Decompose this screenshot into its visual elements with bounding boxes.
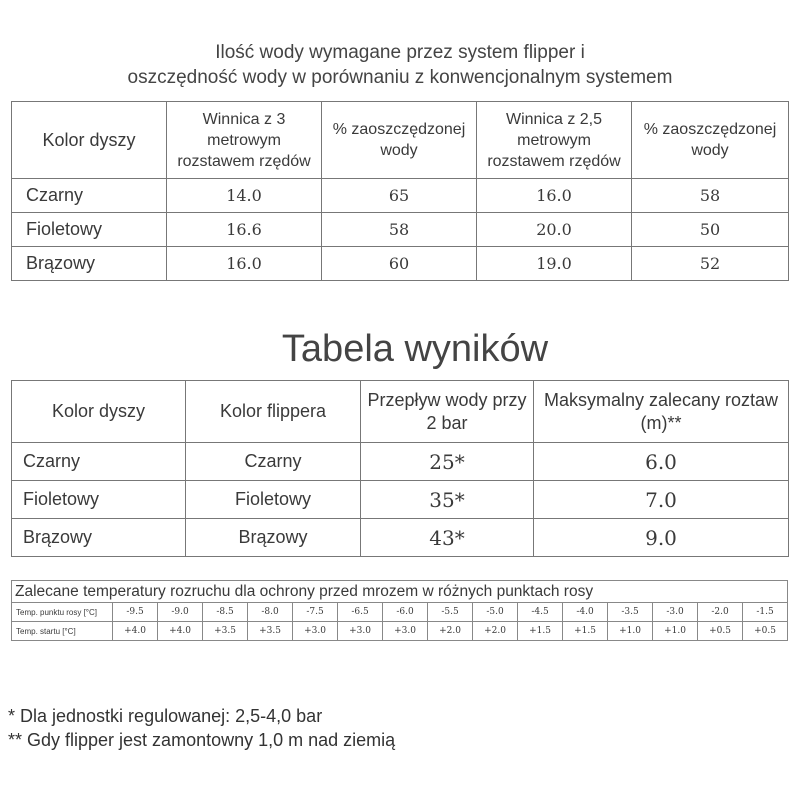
flipper-color-cell: Fioletowy xyxy=(186,481,361,519)
column-header: % zaoszczędzonej wody xyxy=(322,102,477,179)
start-temp-cell: +3.0 xyxy=(338,622,383,641)
table-cell: 58 xyxy=(632,179,789,213)
nozzle-color-cell: Fioletowy xyxy=(12,481,186,519)
dew-point-cell: -6.0 xyxy=(383,603,428,622)
column-header: Winnica z 3 metrowym rozstawem rzędów xyxy=(167,102,322,179)
dew-point-cell: -9.5 xyxy=(113,603,158,622)
dew-point-cell: -8.5 xyxy=(203,603,248,622)
table-row xyxy=(12,247,789,281)
start-temp-label: Temp. startu [°C] xyxy=(12,622,113,641)
table-row xyxy=(12,519,789,557)
table-header-row xyxy=(12,102,789,179)
start-temp-cell: +3.5 xyxy=(248,622,293,641)
dew-point-cell: -1.5 xyxy=(743,603,788,622)
start-temp-cell: +4.0 xyxy=(113,622,158,641)
start-temp-cell: +3.0 xyxy=(383,622,428,641)
start-temp-cell: +1.0 xyxy=(608,622,653,641)
start-temp-cell: +0.5 xyxy=(743,622,788,641)
dew-point-cell: -6.5 xyxy=(338,603,383,622)
flipper-color-cell: Brązowy xyxy=(186,519,361,557)
table-row xyxy=(12,481,789,519)
column-header: Kolor dyszy xyxy=(12,102,167,179)
table-cell: 16.6 xyxy=(167,213,322,247)
dew-point-cell: -5.5 xyxy=(428,603,473,622)
footnote-pressure: * Dla jednostki regulowanej: 2,5-4,0 bar xyxy=(8,706,323,726)
table-cell: 52 xyxy=(632,247,789,281)
column-header: % zaoszczędzonej wody xyxy=(632,102,789,179)
column-header: Kolor dyszy xyxy=(12,381,186,443)
start-temp-cell: +2.0 xyxy=(473,622,518,641)
start-temp-cell: +3.5 xyxy=(203,622,248,641)
table-cell: 50 xyxy=(632,213,789,247)
dew-point-label: Temp. punktu rosy [°C] xyxy=(12,603,113,622)
spacing-cell: 7.0 xyxy=(534,481,789,519)
flipper-color-cell: Czarny xyxy=(186,443,361,481)
table-cell: 14.0 xyxy=(167,179,322,213)
dew-point-row xyxy=(12,603,788,622)
water-table-title-line2: oszczędność wody w porównaniu z konwencjonalnym systemem xyxy=(127,67,673,88)
start-temp-row xyxy=(12,622,788,641)
table-row xyxy=(12,443,789,481)
dew-point-cell: -8.0 xyxy=(248,603,293,622)
results-table xyxy=(11,380,789,557)
dew-point-cell: -9.0 xyxy=(158,603,203,622)
table-cell: 58 xyxy=(322,213,477,247)
frost-table-caption-row xyxy=(12,581,788,603)
table-cell: 20.0 xyxy=(477,213,632,247)
dew-point-cell: -4.5 xyxy=(518,603,563,622)
start-temp-cell: +0.5 xyxy=(698,622,743,641)
start-temp-cell: +1.5 xyxy=(563,622,608,641)
flow-cell: 35* xyxy=(361,481,534,519)
flow-cell: 43* xyxy=(361,519,534,557)
spacing-cell: 9.0 xyxy=(534,519,789,557)
dew-point-cell: -7.5 xyxy=(293,603,338,622)
column-header: Przepływ wody przy 2 bar xyxy=(361,381,534,443)
dew-point-cell: -2.0 xyxy=(698,603,743,622)
dew-point-cell: -3.5 xyxy=(608,603,653,622)
water-usage-table xyxy=(11,101,789,281)
table-cell: 65 xyxy=(322,179,477,213)
nozzle-color-cell: Czarny xyxy=(12,443,186,481)
nozzle-color-cell: Fioletowy xyxy=(12,213,167,247)
footnote-mount-height: ** Gdy flipper jest zamontowny 1,0 m nad ziemią xyxy=(8,730,396,750)
footnotes xyxy=(8,704,395,752)
nozzle-color-cell: Brązowy xyxy=(12,519,186,557)
start-temp-cell: +1.5 xyxy=(518,622,563,641)
water-table-title-line1: Ilość wody wymagane przez system flipper i xyxy=(215,42,585,63)
nozzle-color-cell: Brązowy xyxy=(12,247,167,281)
column-header: Maksymalny zalecany roztaw (m)** xyxy=(534,381,789,443)
column-header: Winnica z 2,5 metrowym rozstawem rzędów xyxy=(477,102,632,179)
water-table-title xyxy=(0,40,800,90)
frost-table-caption: Zalecane temperatury rozruchu dla ochrony przed mrozem w różnych punktach rosy xyxy=(12,581,788,603)
table-cell: 16.0 xyxy=(167,247,322,281)
table-cell: 16.0 xyxy=(477,179,632,213)
table-row xyxy=(12,179,789,213)
results-table-title: Tabela wyników xyxy=(281,328,549,370)
dew-point-cell: -5.0 xyxy=(473,603,518,622)
start-temp-cell: +3.0 xyxy=(293,622,338,641)
nozzle-color-cell: Czarny xyxy=(12,179,167,213)
start-temp-cell: +1.0 xyxy=(653,622,698,641)
dew-point-cell: -4.0 xyxy=(563,603,608,622)
flow-cell: 25* xyxy=(361,443,534,481)
column-header: Kolor flippera xyxy=(186,381,361,443)
table-cell: 19.0 xyxy=(477,247,632,281)
table-header-row xyxy=(12,381,789,443)
start-temp-cell: +4.0 xyxy=(158,622,203,641)
spacing-cell: 6.0 xyxy=(534,443,789,481)
frost-protection-table xyxy=(11,580,788,641)
table-cell: 60 xyxy=(322,247,477,281)
start-temp-cell: +2.0 xyxy=(428,622,473,641)
table-row xyxy=(12,213,789,247)
dew-point-cell: -3.0 xyxy=(653,603,698,622)
